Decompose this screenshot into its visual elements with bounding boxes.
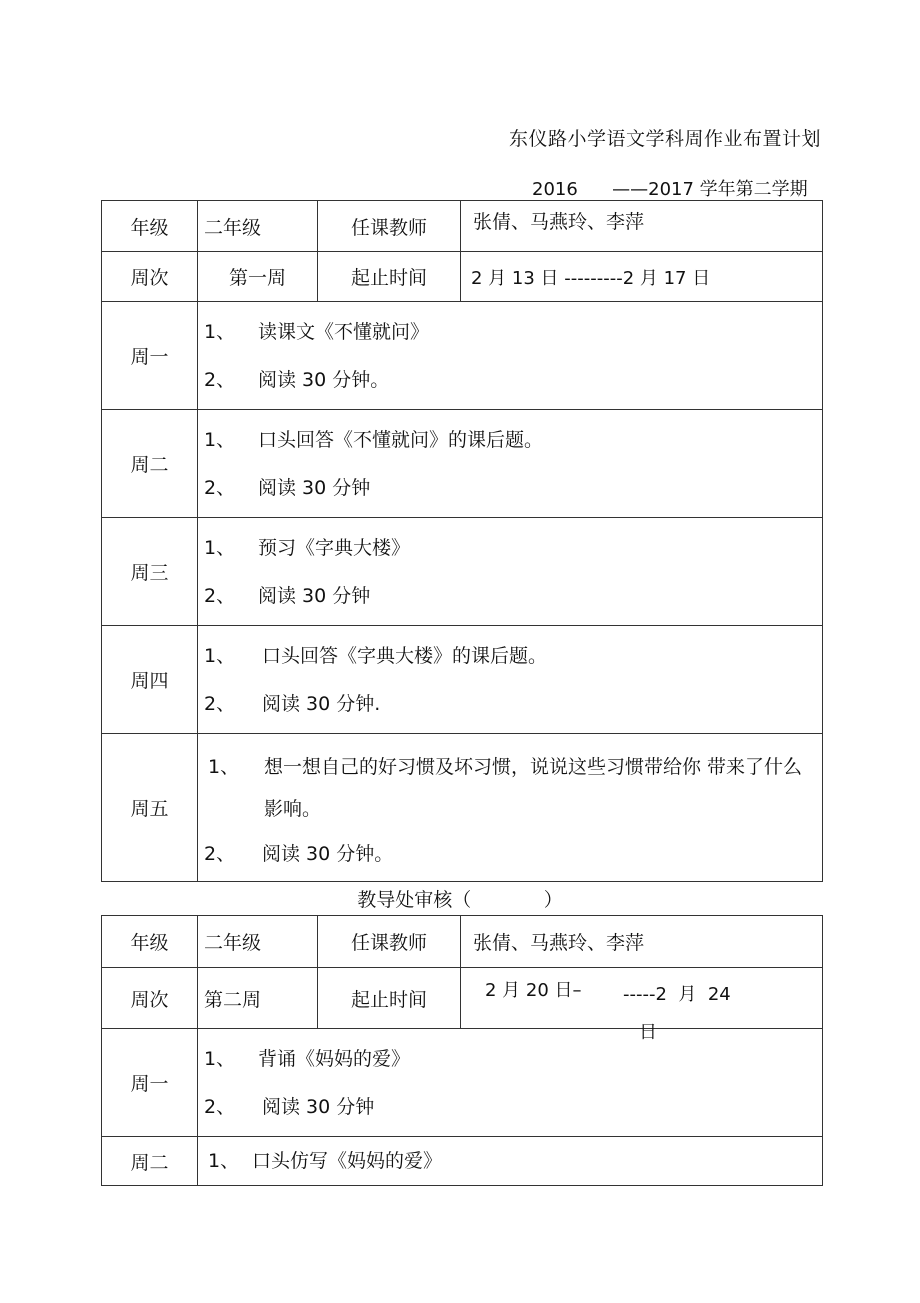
day-label: 周五 (102, 734, 198, 882)
day-label: 周三 (102, 518, 198, 626)
task-text: 阅读 30 分钟. (262, 692, 381, 715)
task-text: 读课文《不懂就问》 (258, 320, 430, 343)
task-item (198, 632, 822, 680)
day-tasks (198, 518, 823, 626)
task-text: 阅读 30 分钟 (262, 1095, 375, 1118)
task-item (198, 524, 822, 572)
day-label: 周一 (102, 1029, 198, 1137)
task-number: 1、 (204, 536, 236, 559)
task-number: 1、 (204, 644, 236, 667)
week-label: 周次 (102, 968, 198, 1029)
task-text: 阅读 30 分钟 (258, 476, 371, 499)
period-value (461, 968, 823, 1043)
period-end: -----2 月 24 (623, 984, 731, 1005)
task-number: 1、 (208, 756, 240, 778)
teacher-label: 任课教师 (318, 916, 461, 968)
task-number: 2、 (204, 843, 236, 865)
period-value: 2 月 13 日 ---------2 月 17 日 (461, 252, 823, 302)
task-text: 阅读 30 分钟。 (258, 368, 390, 391)
task-number: 1、 (204, 320, 236, 343)
day-label: 周一 (102, 302, 198, 410)
review-signoff: 教导处审核（ ） (357, 889, 563, 911)
task-number: 1、 (204, 428, 236, 451)
task-number: 2、 (204, 692, 236, 715)
grade-label: 年级 (102, 916, 198, 968)
day-tasks (198, 410, 823, 518)
task-item (198, 680, 822, 728)
day-label: 周四 (102, 626, 198, 734)
school-term: 2016 ——2017 学年第二学期 (532, 179, 808, 200)
task-item (198, 830, 822, 878)
task-item (198, 1083, 822, 1131)
period-label: 起止时间 (318, 252, 461, 302)
task-item (198, 356, 822, 404)
grade-value: 二年级 (198, 201, 318, 252)
task-number: 1、 (208, 1150, 240, 1172)
task-number: 1、 (204, 1047, 236, 1070)
day-tasks (198, 626, 823, 734)
week-label: 周次 (102, 252, 198, 302)
task-item (198, 416, 822, 464)
task-text: 阅读 30 分钟 (258, 584, 371, 607)
task-number: 2、 (204, 1095, 236, 1118)
task-item (198, 308, 822, 356)
day-label: 周二 (102, 1137, 198, 1186)
day-tasks (198, 734, 823, 882)
day-label: 周二 (102, 410, 198, 518)
teacher-value: 张倩、马燕玲、李萍 (461, 916, 823, 968)
week-value: 第二周 (198, 968, 318, 1029)
task-item (198, 572, 822, 620)
task-number: 2、 (204, 368, 236, 391)
task-text: 阅读 30 分钟。 (262, 843, 394, 865)
grade-label: 年级 (102, 201, 198, 252)
period-label: 起止时间 (318, 968, 461, 1029)
period-start: 2 月 20 日– (485, 980, 582, 1001)
task-item (198, 746, 822, 830)
task-text: 预习《字典大楼》 (258, 536, 411, 559)
task-text: 背诵《妈妈的爱》 (258, 1047, 411, 1070)
day-tasks (198, 1029, 823, 1137)
day-tasks (198, 1137, 823, 1186)
week-value: 第一周 (198, 252, 318, 302)
grade-value: 二年级 (198, 916, 318, 968)
task-item (198, 1137, 822, 1185)
task-text: 口头回答《字典大楼》的课后题。 (262, 644, 548, 667)
task-item (198, 1035, 822, 1083)
task-text: 口头回答《不懂就问》的课后题。 (258, 428, 544, 451)
document-title: 东仪路小学语文学科周作业布置计划 (508, 128, 821, 150)
teacher-value: 张倩、马燕玲、李萍 (461, 201, 823, 252)
task-item (198, 464, 822, 512)
week2-plan-table (101, 915, 823, 1186)
week1-plan-table (101, 200, 823, 882)
period-end-day: 日 (639, 1022, 657, 1043)
task-number: 2、 (204, 584, 236, 607)
task-text: 想一想自己的好习惯及坏习惯，说说这些习惯带给你 带来了什么影响。 (264, 756, 803, 820)
day-tasks (198, 302, 823, 410)
task-number: 2、 (204, 476, 236, 499)
task-text: 口头仿写《妈妈的爱》 (252, 1150, 443, 1172)
teacher-label: 任课教师 (318, 201, 461, 252)
